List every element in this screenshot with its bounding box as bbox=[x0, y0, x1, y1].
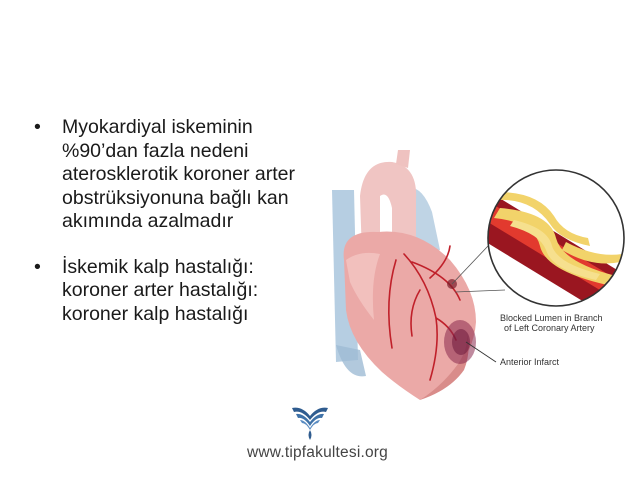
label-anterior-infarct: Anterior Infarct bbox=[500, 357, 560, 367]
bullet-item-ischemia-cause bbox=[34, 116, 304, 234]
infarct-region bbox=[444, 320, 476, 364]
bullet-list bbox=[34, 116, 304, 326]
bullet-text: Myokardiyal iskeminin %90’dan fazla nedeni aterosklerotik koroner arter obstrüksiyonuna bağlı kan akımında azalmadır bbox=[62, 116, 296, 232]
bullet-marker: • bbox=[34, 255, 41, 278]
heart-illustration bbox=[300, 150, 630, 400]
footer-url[interactable]: www.tipfakultesi.org bbox=[247, 444, 388, 461]
bullet-item-synonyms bbox=[34, 256, 304, 327]
bullet-marker: • bbox=[34, 116, 41, 138]
site-logo bbox=[288, 402, 332, 442]
label-blocked-line2: of Left Coronary Artery bbox=[504, 323, 595, 333]
bullet-text: İskemik kalp hastalığı: koroner arter hastalığı: koroner kalp hastalığı bbox=[62, 255, 259, 325]
book-flame-logo-icon bbox=[288, 402, 332, 442]
magnified-artery-view bbox=[450, 170, 630, 330]
label-blocked-line1: Blocked Lumen in Branch bbox=[500, 313, 603, 323]
label-blocked-lumen bbox=[500, 313, 603, 333]
heart-diagram bbox=[300, 150, 630, 400]
